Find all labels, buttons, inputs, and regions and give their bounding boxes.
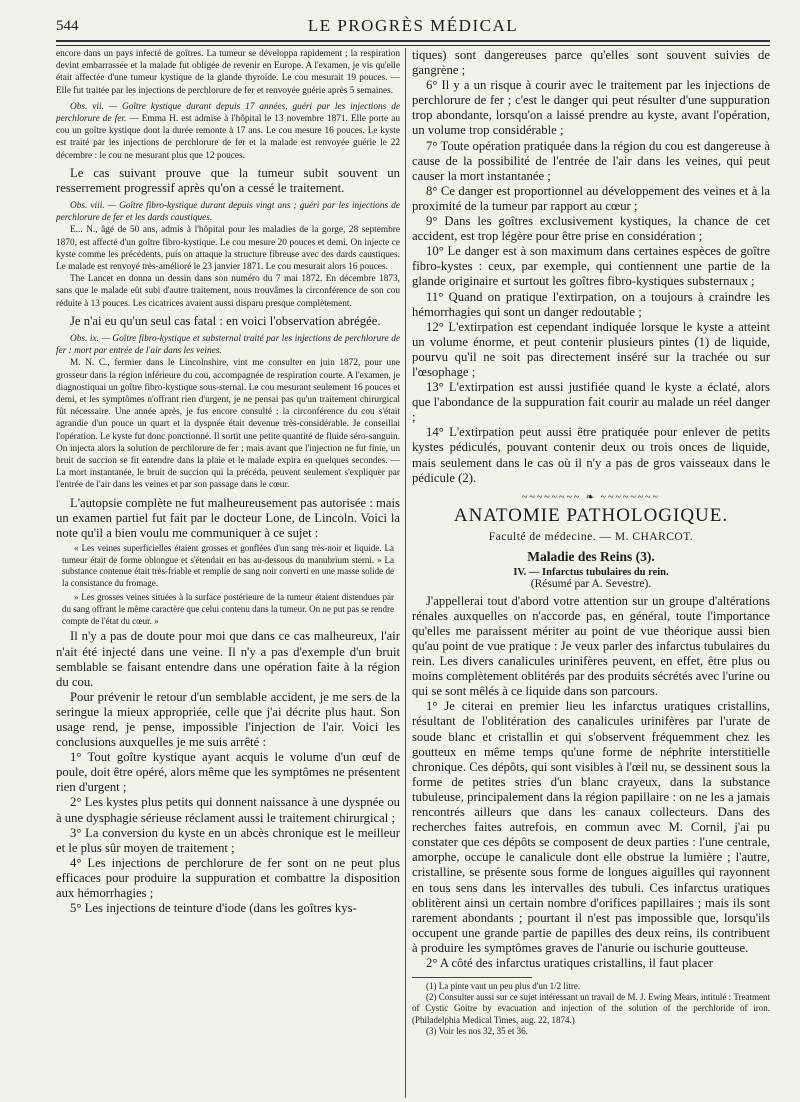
footnote: (3) Voir les nos 32, 35 et 36.	[426, 1025, 528, 1036]
article-subtitle: IV. — Infarctus tubulaires du rein.	[513, 566, 669, 578]
observation-body: — Emma H. est admise à l'hôpital le 13 novembre 1871. Elle porte au cou un goître kystique dont la durée remonte à 17 ans. Le cou mesure 16 pouces. Le kyste est traité par les injections de perchlorure de fer et la malade est renvoyée guérie le 22 décembre : le cou ne mesurant plus que 12 pouces.	[56, 114, 400, 161]
conclusion-item: 4° Les injections de perchlorure de fer sont on ne peut plus efficaces pour produire la suppuration et combattre la disposition aux hémorrhagies ;	[56, 855, 400, 901]
ornament-divider: ~~~~~~~~ ❧ ~~~~~~~~	[522, 491, 660, 503]
paragraph: 1° Je citerai en premier lieu les infarctus uratiques cristallins, résultant de l'oblitération des canalicules urinifères par l'urate de soude blanc et cristallin et qui s'observent fréquemment chez les goutteux en même temps qu'une forme de néphrite interstitielle chronique. Ces dépôts, qui sont visibles à l'œil nu, se dessinent sous la forme de petites stries d'un blanc crayeux, dans la substance tubuleuse, principalement dans la région papillaire : on ne les a jamais rencontrés ailleurs que dans les canaux collecteurs. Dans des recherches faites autrefois, en commun avec M. Cornil, j'ai pu constater que ces dépôts se composent de deux parties : l'une centrale, amorphe, occupe le canalicule dont elle obstrue la lumière ; l'autre, cristalline, se présente sous forme de longues aiguilles qui rayonnent en tous sens dans les intervalles des tubuli. Ces infarctus uratiques oblitèrent ainsi un certain nombre d'orifices papillaires ; mais ils sont rarement abondants ; pourtant il n'est pas impossible que, lorsqu'ils occupent une grande partie de papilles des deux reins, ils contribuent à produire les symptômes graves de l'anurie ou ischurie goutteuse.	[412, 699, 770, 955]
page-number: 544	[56, 18, 79, 34]
footnote: (1) La pinte vaut un peu plus d'un 1/2 litre.	[426, 981, 581, 992]
article-byline: (Résumé par A. Sevestre).	[530, 577, 652, 590]
page-header	[56, 14, 770, 38]
conclusion-item: 11° Quand on pratique l'extirpation, on a toujours à craindre les hémorrhagies qui sont un danger redoutable ;	[412, 289, 770, 319]
header-rule	[56, 40, 770, 46]
column-divider	[405, 48, 406, 1098]
quote: » Les grosses veines situées à la surface postérieure de la tumeur étaient distendues par du sang offrant le même caractère que celui contenu dans la tumeur. On ne put pas se rendre compte de l'état du cœur. »	[62, 592, 394, 626]
section-heading: ANATOMIE PATHOLOGIQUE.	[453, 504, 729, 526]
observation-9-body: M. N. C., fermier dans le Lincolnshire, vint me consulter en juin 1872, pour une grosseur dans la région inférieure du cou, accompagnée de respiration courte. A l'examen, je diagnostiquai un goître fibro-kystique sous-sternal. Le cou mesurant seulement 16 pouces et demi, et les symptômes n'offrant rien d'urgent, je ne pensai pas qu'un traitement chirurgical fût nécessaire. Une année après, je fus encore consulté : la circonférence du cou s'était agrandie d'un pouce un quart et la dyspnée était devenue très-considérable. Je conseillai l'opération. Le kyste fut donc ponctionné. Il sortit une petite quantité de fluide séro-sanguin. On injecta alors la solution de perchlorure de fer ; mais avant que l'injection ne fut finie, un bruit de succion se fit entendre dans la plaie et le malade expira en quelques secondes. — La mort instantanée, le bruit de succion qui la précéda, peuvent seulement s'expliquer par l'entrée de l'air dans les veines et par son passage dans le cœur.	[56, 358, 400, 491]
conclusion-item: tiques) sont dangereuses parce qu'elles sont souvent suivies de gangrène ;	[412, 48, 770, 78]
observation-9-heading: Obs. ix. — Goître fibro-kystique et substernal traité par les injections de perchlorure de fer : mort par entrée de l'air dans les veines.	[56, 333, 400, 357]
observation-8-heading: Obs. viii. — Goître fibro-kystique durant depuis vingt ans ; guéri par les injections de perchlorure de fer et les dards caustiques.	[56, 201, 400, 224]
paragraph: L'autopsie complète ne fut malheureusement pas autorisée : mais un examen partiel fut fait par le docteur Lone, de Lincoln. Voici la note qu'il a bien voulu me communiquer à ce sujet :	[56, 495, 400, 540]
article-title: Maladie des Reins (3).	[527, 548, 655, 564]
conclusion-item: 5° Les injections de teinture d'iode (dans les goîtres kys-	[70, 901, 357, 916]
journal-title: LE PROGRÈS MÉDICAL	[307, 16, 519, 35]
paragraph: J'appellerai tout d'abord votre attention sur un groupe d'altérations rénales auxquelles on n'accorde pas, en général, toute l'importance qu'elles me paraissent mériter au point de vue théorique aussi bien qu'au point de vue pratique : Je veux parler des infarctus tubulaires du rein. Les divers canalicules urinifères peuvent, en effet, être plus ou moins complètement oblitérés par des produits sécrétés avec l'urine ou qui se sont mêlés à ce liquide dans son parcours.	[412, 593, 770, 699]
paragraph: Pour prévenir le retour d'un semblable accident, je me sers de la seringue la mieux appropriée, celle que j'ai décrite plus haut. Son usage rend, je pense, impossible l'injection de l'air. Voici les conclusions auxquelles je me suis arrêté :	[56, 689, 400, 750]
paragraph: Le cas suivant prouve que la tumeur subit souvent un resserrement progressif après qu'on a cessé le traitement.	[56, 165, 400, 195]
quote: « Les veines superficielles étaient grosses et gonflées d'un sang très-noir et liquide. La tumeur était de forme oblongue et s'étendait en bas au-dessous du manubrium sterni. » La substance contenue était très-friable et remplie de sang noir converti en une masse solide de la consistance du fromage.	[62, 542, 394, 589]
conclusion-item: 2° Les kystes plus petits qui donnent naissance à une dyspnée ou à une dysphagie sérieuse réclament aussi le traitement chirurgical ;	[56, 795, 400, 825]
conclusion-item: 6° Il y a un risque à courir avec le traitement par les injections de perchlorure de fer ; c'est le danger qui peut résulter d'une suppuration trop abondante, lorsqu'on a laissé prendre au kyste, avant l'opération, un volume trop considérable ;	[412, 78, 770, 138]
conclusion-item: 8° Ce danger est proportionnel au développement des veines et à la proximité de la tumeur par rapport au cœur ;	[412, 183, 770, 213]
left-column	[56, 48, 400, 1098]
footnote: (2) Consulter aussi sur ce sujet intéressant un travail de M. J. Ewing Mears, intitulé : Treatment of Cystic Goitre by evacuation and injection of the solution of the perchloride of iron. (Philadelphia Medical Times, aug. 22, 1874.)	[412, 992, 770, 1025]
observation-heading: Obs. vii. — Goître kystique durant depuis 17 années, guéri par les injections de perchlorure de fer.	[56, 101, 400, 125]
paragraph: Je n'ai eu qu'un seul cas fatal : en voici l'observation abrégée.	[70, 313, 381, 328]
right-column	[412, 48, 770, 1098]
conclusion-item: 1° Tout goître kystique ayant acquis le volume d'un œuf de poule, doit être opéré, alors même que les symptômes ne présentent rien d'urgent ;	[56, 750, 400, 795]
paragraph: 2° A côté des infarctus uratiques cristallins, il faut placer	[426, 955, 713, 970]
conclusion-item: 10° Le danger est à son maximum dans certaines espèces de goître fibro-kystes : ceux, par exemple, qui contiennent une partie de la glande originaire et surtout les goîtres fibro-kystiques substernaux ;	[412, 244, 770, 289]
observation-8-note: The Lancet en donna un dessin dans son numéro du 7 mai 1872. En décembre 1873, sans que le malade eût subi d'autre traitement, nous trouvâmes la circonférence de son cou réduite à 13 pouces. Les cicatrices avaient aussi disparu presque complètement.	[56, 274, 400, 309]
faculty-line: Faculté de médecine. — M. CHARCOT.	[488, 530, 694, 543]
conclusion-item: 9° Dans les goîtres exclusivement kystiques, la chance de cet accident, est trop légère pour être prise en considération ;	[412, 214, 770, 244]
conclusion-item: 13° L'extirpation est aussi justifiée quand le kyste a éclaté, alors que l'abondance de la suppuration fait courir au malade un réel danger ;	[412, 380, 770, 425]
paragraph: encore dans un pays infecté de goîtres. La tumeur se développa rapidement ; la respiration devint embarrassée et la malade fut obligée de revenir en Europe. A l'examen, je vis qu'elle était affectée d'une tumeur kystique de la glande thyroïde. Le cou mesurait 19 pouces. — Elle fut traitée par les injections de perchlorure de fer et renvoyée guérie après 5 semaines.	[56, 49, 400, 96]
conclusion-item: 14° L'extirpation peut aussi être pratiquée pour enlever de petits kystes pédiculés, pouvant contenir deux ou trois onces de liquide, mais seulement dans le cas où il n'y a pas de gros vaisseaux dans le pédicule (2).	[412, 425, 770, 485]
paragraph: Il n'y a pas de doute pour moi que dans ce cas malheureux, l'air n'ait été injecté dans une veine. Il n'y a pas d'exemple d'un bruit semblable se faisant entendre dans une opération faite à la région du cou.	[56, 629, 400, 689]
conclusion-item: 3° La conversion du kyste en un abcès chronique est le meilleur et le plus sûr moyen de traitement ;	[56, 825, 400, 855]
footnote-rule	[412, 977, 532, 978]
observation-7	[56, 101, 400, 162]
observation-8-body: E... N., âgé de 50 ans, admis à l'hôpital pour les maladies de la gorge, 28 septembre 1870, est affecté d'un goître fibro-kystique. Le cou mesure 20 pouces et demi. On injecte ce kyste comme les précédents, puis on attaque la structure fibreuse avec des dards caustiques. Le malade est renvoyé très-amélioré le 23 janvier 1871. Le cou mesurait alors 16 pouces.	[56, 225, 400, 273]
conclusion-item: 12° L'extirpation est cependant indiquée lorsque le kyste a atteint un volume énorme, et peut contenir plusieurs pintes (1) de liquide, pourvu qu'il ne soit pas directement inséré sur la trachée ou sur l'œsophage ;	[412, 319, 770, 379]
conclusion-item: 7° Toute opération pratiquée dans la région du cou est dangereuse à cause de la possibilité de l'entrée de l'air dans les veines, qui peut causer la mort instantanée ;	[412, 138, 770, 183]
